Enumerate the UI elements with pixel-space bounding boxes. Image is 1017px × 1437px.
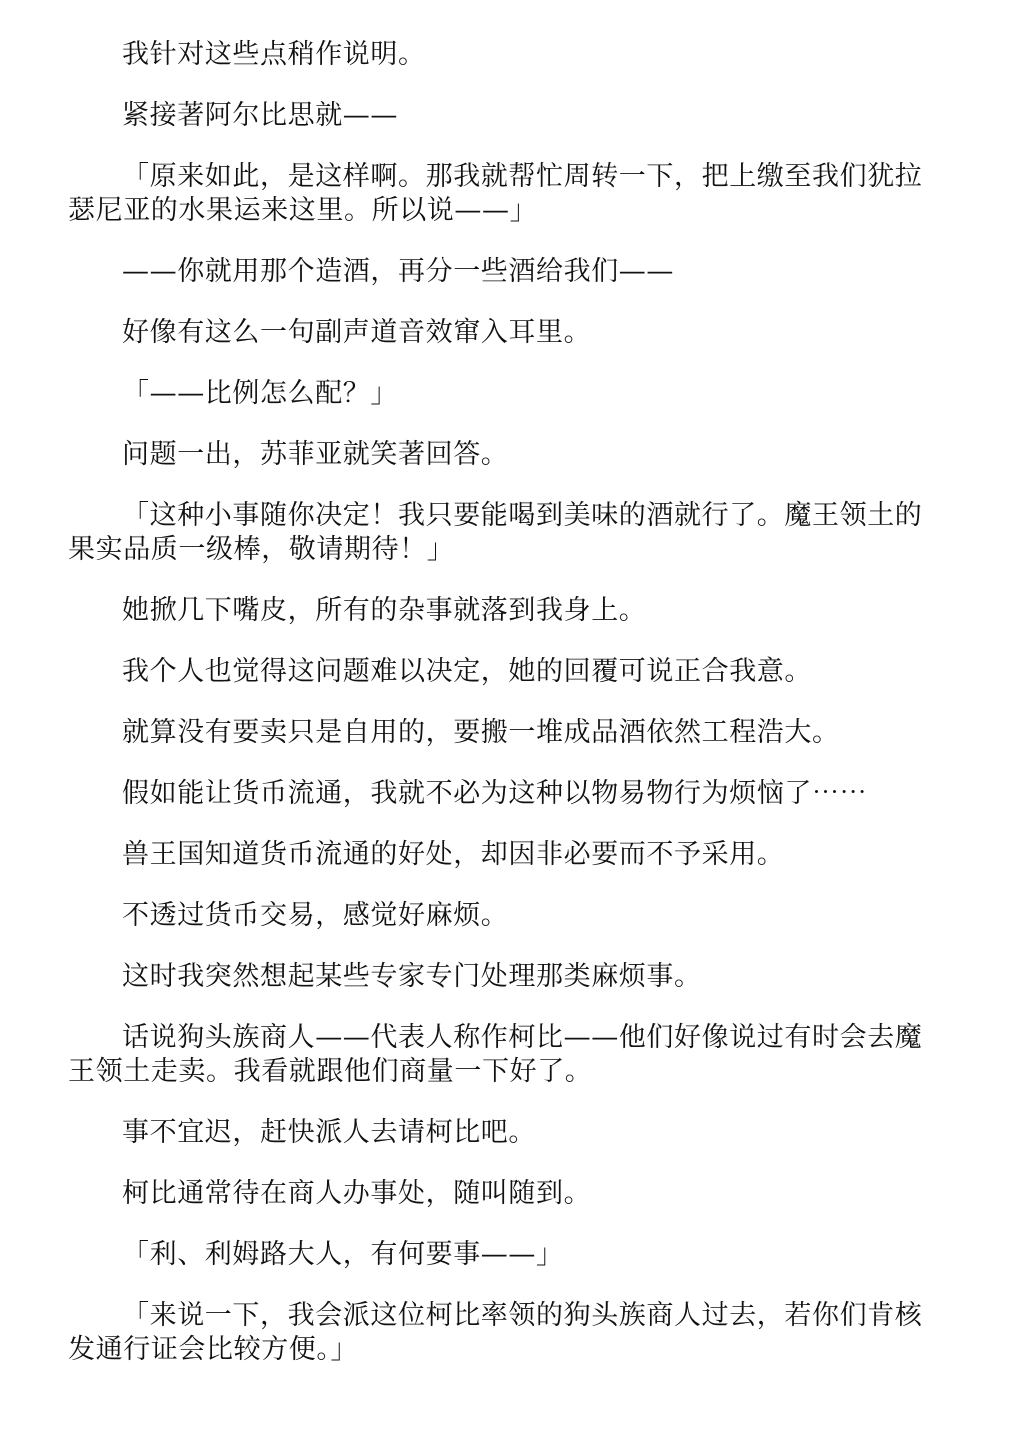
paragraph: 这时我突然想起某些专家专门处理那类麻烦事。 xyxy=(122,961,702,992)
paragraph: 紧接著阿尔比思就—— xyxy=(122,100,398,131)
paragraph: 「原来如此，是这样啊。那我就帮忙周转一下，把上缴至我们犹拉瑟尼亚的水果运来这里。所以说——」 xyxy=(68,161,923,226)
paragraph: 「来说一下，我会派这位柯比率领的狗头族商人过去，若你们肯核发通行证会比较方便。」 xyxy=(68,1300,923,1365)
paragraph: 我针对这些点稍作说明。 xyxy=(122,39,426,70)
paragraph: 就算没有要卖只是自用的，要搬一堆成品酒依然工程浩大。 xyxy=(122,717,840,748)
paragraph: 她掀几下嘴皮，所有的杂事就落到我身上。 xyxy=(122,595,647,626)
paragraph: 好像有这么一句副声道音效窜入耳里。 xyxy=(122,317,592,348)
paragraph: 事不宜迟，赶快派人去请柯比吧。 xyxy=(122,1117,536,1148)
paragraph: 假如能让货币流通，我就不必为这种以物易物行为烦恼了⋯⋯ xyxy=(122,778,868,809)
paragraph: 「利、利姆路大人，有何要事——」 xyxy=(122,1239,564,1270)
paragraph: 「这种小事随你决定！我只要能喝到美味的酒就行了。魔王领土的果实品质一级棒，敬请期待！」 xyxy=(68,500,923,565)
paragraph: 「——比例怎么配？」 xyxy=(122,378,398,409)
paragraph: 问题一出，苏菲亚就笑著回答。 xyxy=(122,439,509,470)
paragraph: ——你就用那个造酒，再分一些酒给我们—— xyxy=(122,256,674,287)
paragraph: 不透过货币交易，感觉好麻烦。 xyxy=(122,900,509,931)
paragraph: 话说狗头族商人——代表人称作柯比——他们好像说过有时会去魔王领土走卖。我看就跟他们商量一下好了。 xyxy=(68,1022,923,1087)
paragraph: 我个人也觉得这问题难以决定，她的回覆可说正合我意。 xyxy=(122,656,812,687)
paragraph: 柯比通常待在商人办事处，随叫随到。 xyxy=(122,1178,592,1209)
paragraph: 兽王国知道货币流通的好处，却因非必要而不予采用。 xyxy=(122,839,785,870)
